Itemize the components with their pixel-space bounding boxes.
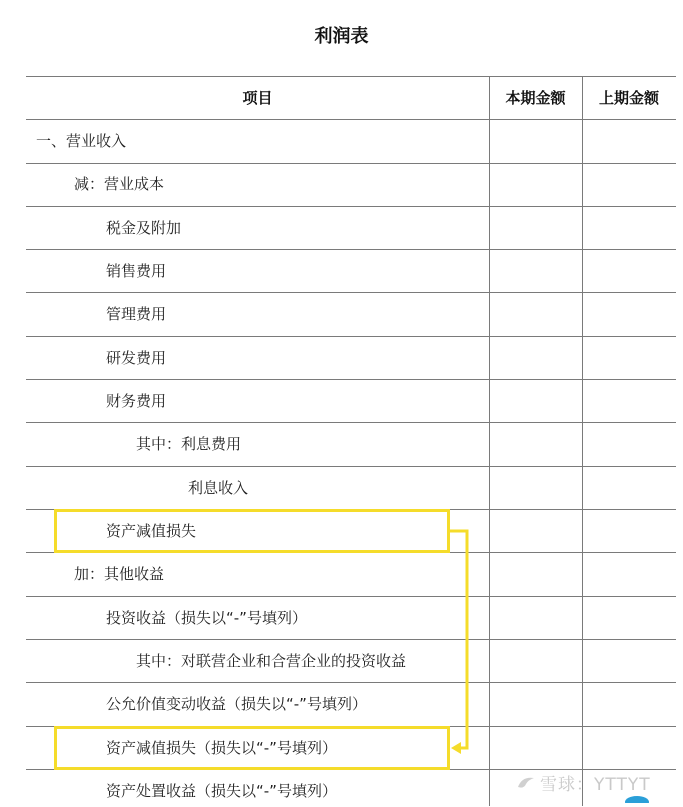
arrow-line [450,531,467,748]
row-label: 公允价值变动收益（损失以“-”号填列） [106,695,367,713]
row-label: 其中：对联营企业和合营企业的投资收益 [136,652,407,670]
row-label: 研发费用 [106,349,167,367]
row-label-highlighted: 资产减值损失 [106,522,197,540]
row-label: 加：其他收益 [74,565,165,583]
column-header-item: 项目 [242,89,273,107]
watermark-text: 雪球：YTTYT [540,775,651,795]
column-header-previous: 上期金额 [598,89,659,107]
row-label: 税金及附加 [106,219,182,237]
corner-logo-icon [622,788,652,807]
arrow-head-icon [451,742,461,754]
row-label-highlighted: 资产减值损失（损失以“-”号填列） [106,739,337,757]
row-label: 销售费用 [106,262,167,280]
column-header-current: 本期金额 [505,89,566,107]
row-label: 其中：利息费用 [136,435,242,453]
row-label: 资产处置收益（损失以“-”号填列） [106,782,337,800]
row-label: 管理费用 [106,305,167,323]
row-label: 利息收入 [188,479,249,497]
row-label: 减：营业成本 [74,175,165,193]
row-label: 投资收益（损失以“-”号填列） [106,609,307,627]
snowball-logo-icon [516,774,536,797]
page-title: 利润表 [314,26,369,47]
row-label: 财务费用 [106,392,167,410]
row-label: 一、营业收入 [36,132,127,150]
